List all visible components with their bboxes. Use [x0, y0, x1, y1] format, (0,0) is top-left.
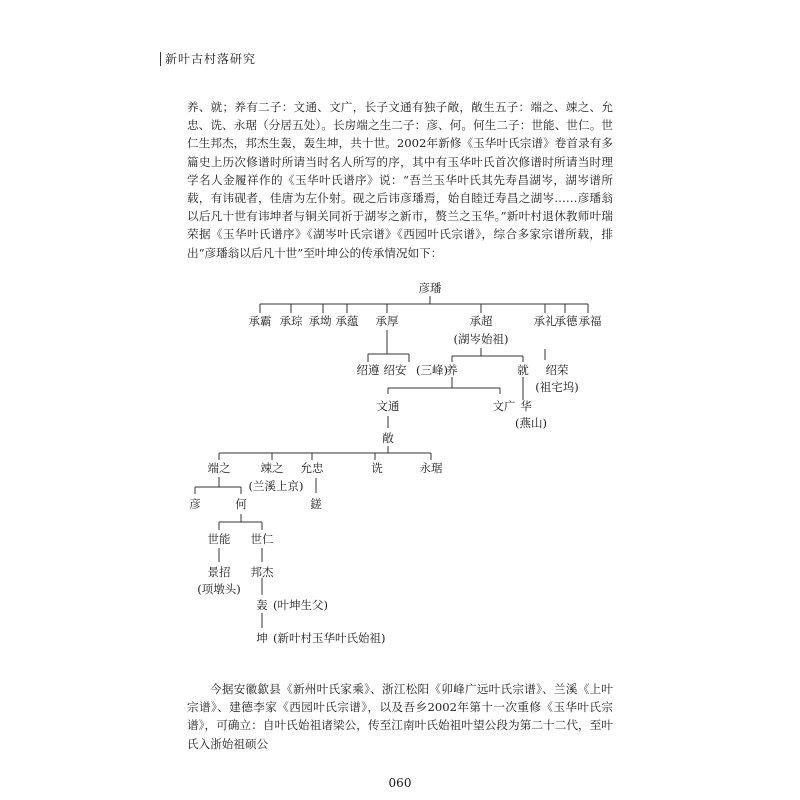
- note-lanxi-shangjing: (兰溪上京): [248, 479, 304, 493]
- node-shaorong: 绍荣: [545, 363, 569, 377]
- node-gen2-9: 承福: [578, 314, 602, 328]
- page-number: 060: [388, 776, 412, 790]
- node-shaoan: 绍安: [383, 363, 407, 377]
- note-yanshan: (燕山): [515, 416, 547, 430]
- node-songzhi: 竦之: [260, 461, 284, 475]
- node-jiu: 就: [517, 363, 529, 377]
- node-gen2-6: 承超: [469, 314, 493, 328]
- note-sanfeng: (三峰): [416, 363, 448, 377]
- node-gen2-7: 承礼: [533, 314, 557, 328]
- note-huling-ancestor: (湖岑始祖): [453, 332, 509, 346]
- node-root: 彦璠: [418, 281, 442, 295]
- node-gen2-8: 承德: [554, 314, 578, 328]
- node-hong: 轰: [256, 598, 268, 612]
- note-zuzhaiwu: (祖宅坞): [535, 380, 579, 394]
- running-header: 新叶古村落研究: [160, 52, 256, 66]
- body-paragraph-bottom: 今据安徽歙县《新州叶氏家乘》、浙江松阳《卯峰广远叶氏宗谱》、兰溪《上叶宗谱》、建德李家《西园叶氏宗谱》，以及吾乡2002年第十一次重修《玉华叶氏宗谱》，可确立：自叶氏始祖诸梁公，传至江南叶氏始祖叶望公段为第二十二代，至叶氏入浙始祖硕公: [187, 682, 613, 751]
- node-kun: 坤: [256, 631, 268, 645]
- note-hong: (叶坤生父): [273, 598, 328, 612]
- node-wenguang: 文广: [492, 399, 516, 413]
- node-hua: 华: [520, 399, 532, 413]
- node-gen2-5: 承厚: [375, 314, 399, 328]
- node-shiren: 世仁: [250, 532, 274, 546]
- node-yongju: 永琚: [419, 461, 443, 475]
- node-chang: 敞: [382, 431, 394, 445]
- node-yunzhong: 允忠: [300, 461, 324, 475]
- node-shen: 诜: [371, 461, 383, 475]
- note-xiangduntou: (项墩头): [197, 582, 241, 596]
- node-wentong: 文通: [376, 399, 400, 413]
- node-yan: 彦: [189, 497, 201, 511]
- node-he: 何: [235, 497, 247, 511]
- node-gen2-2: 承琮: [279, 314, 303, 328]
- node-jingzhao: 景招: [207, 565, 231, 579]
- node-gen2-1: 承霸: [248, 314, 272, 328]
- node-shaozun: 绍遵: [356, 363, 380, 377]
- node-yang: 养: [446, 363, 458, 377]
- note-kun: (新叶村玉华叶氏始祖): [273, 631, 386, 645]
- node-duanzhi: 端之: [207, 461, 231, 475]
- body-paragraph-top: 养、就；养有二子：文通、文广，长子文通有独子敞，敞生五子：端之、竦之、允忠、诜、永琚（分居五处）。长房端之生二子：彦、何。何生二子：世能、世仁。世仁生邦杰，邦杰生轰，轰生坤，共十世。2002年新修《玉华叶氏宗谱》卷首录有多篇史上历次修谱时所请当时名人所写的序，其中有玉华叶氏首次修谱时所请当时理学名人金履祥作的《玉华叶氏谱序》说：“吾兰玉华叶氏其先寿昌湖岑，湖岑谱所载，有讳砚者，佳唐为左仆射。砚之后讳彦璠焉，始自睦迁寿昌之湖岑……彦璠翁以后凡十世有讳坤者与铜关同祈于湖岑之新市，赘兰之玉华。”新叶村退休教师叶瑞荣据《玉华叶氏谱序》《湖岑叶氏宗谱》《西园叶氏宗谱》，综合多家宗谱所载，排出“彦璠翁以后凡十世”至叶坤公的传承情况如下：: [187, 100, 613, 260]
- node-gen2-4: 承蕴: [335, 314, 359, 328]
- genealogy-tree: [0, 270, 800, 660]
- node-shineng: 世能: [207, 532, 231, 546]
- node-yunzhong-son: 鎈: [310, 497, 322, 511]
- node-bangjie: 邦杰: [250, 565, 274, 579]
- node-gen2-3: 承坳: [308, 314, 332, 328]
